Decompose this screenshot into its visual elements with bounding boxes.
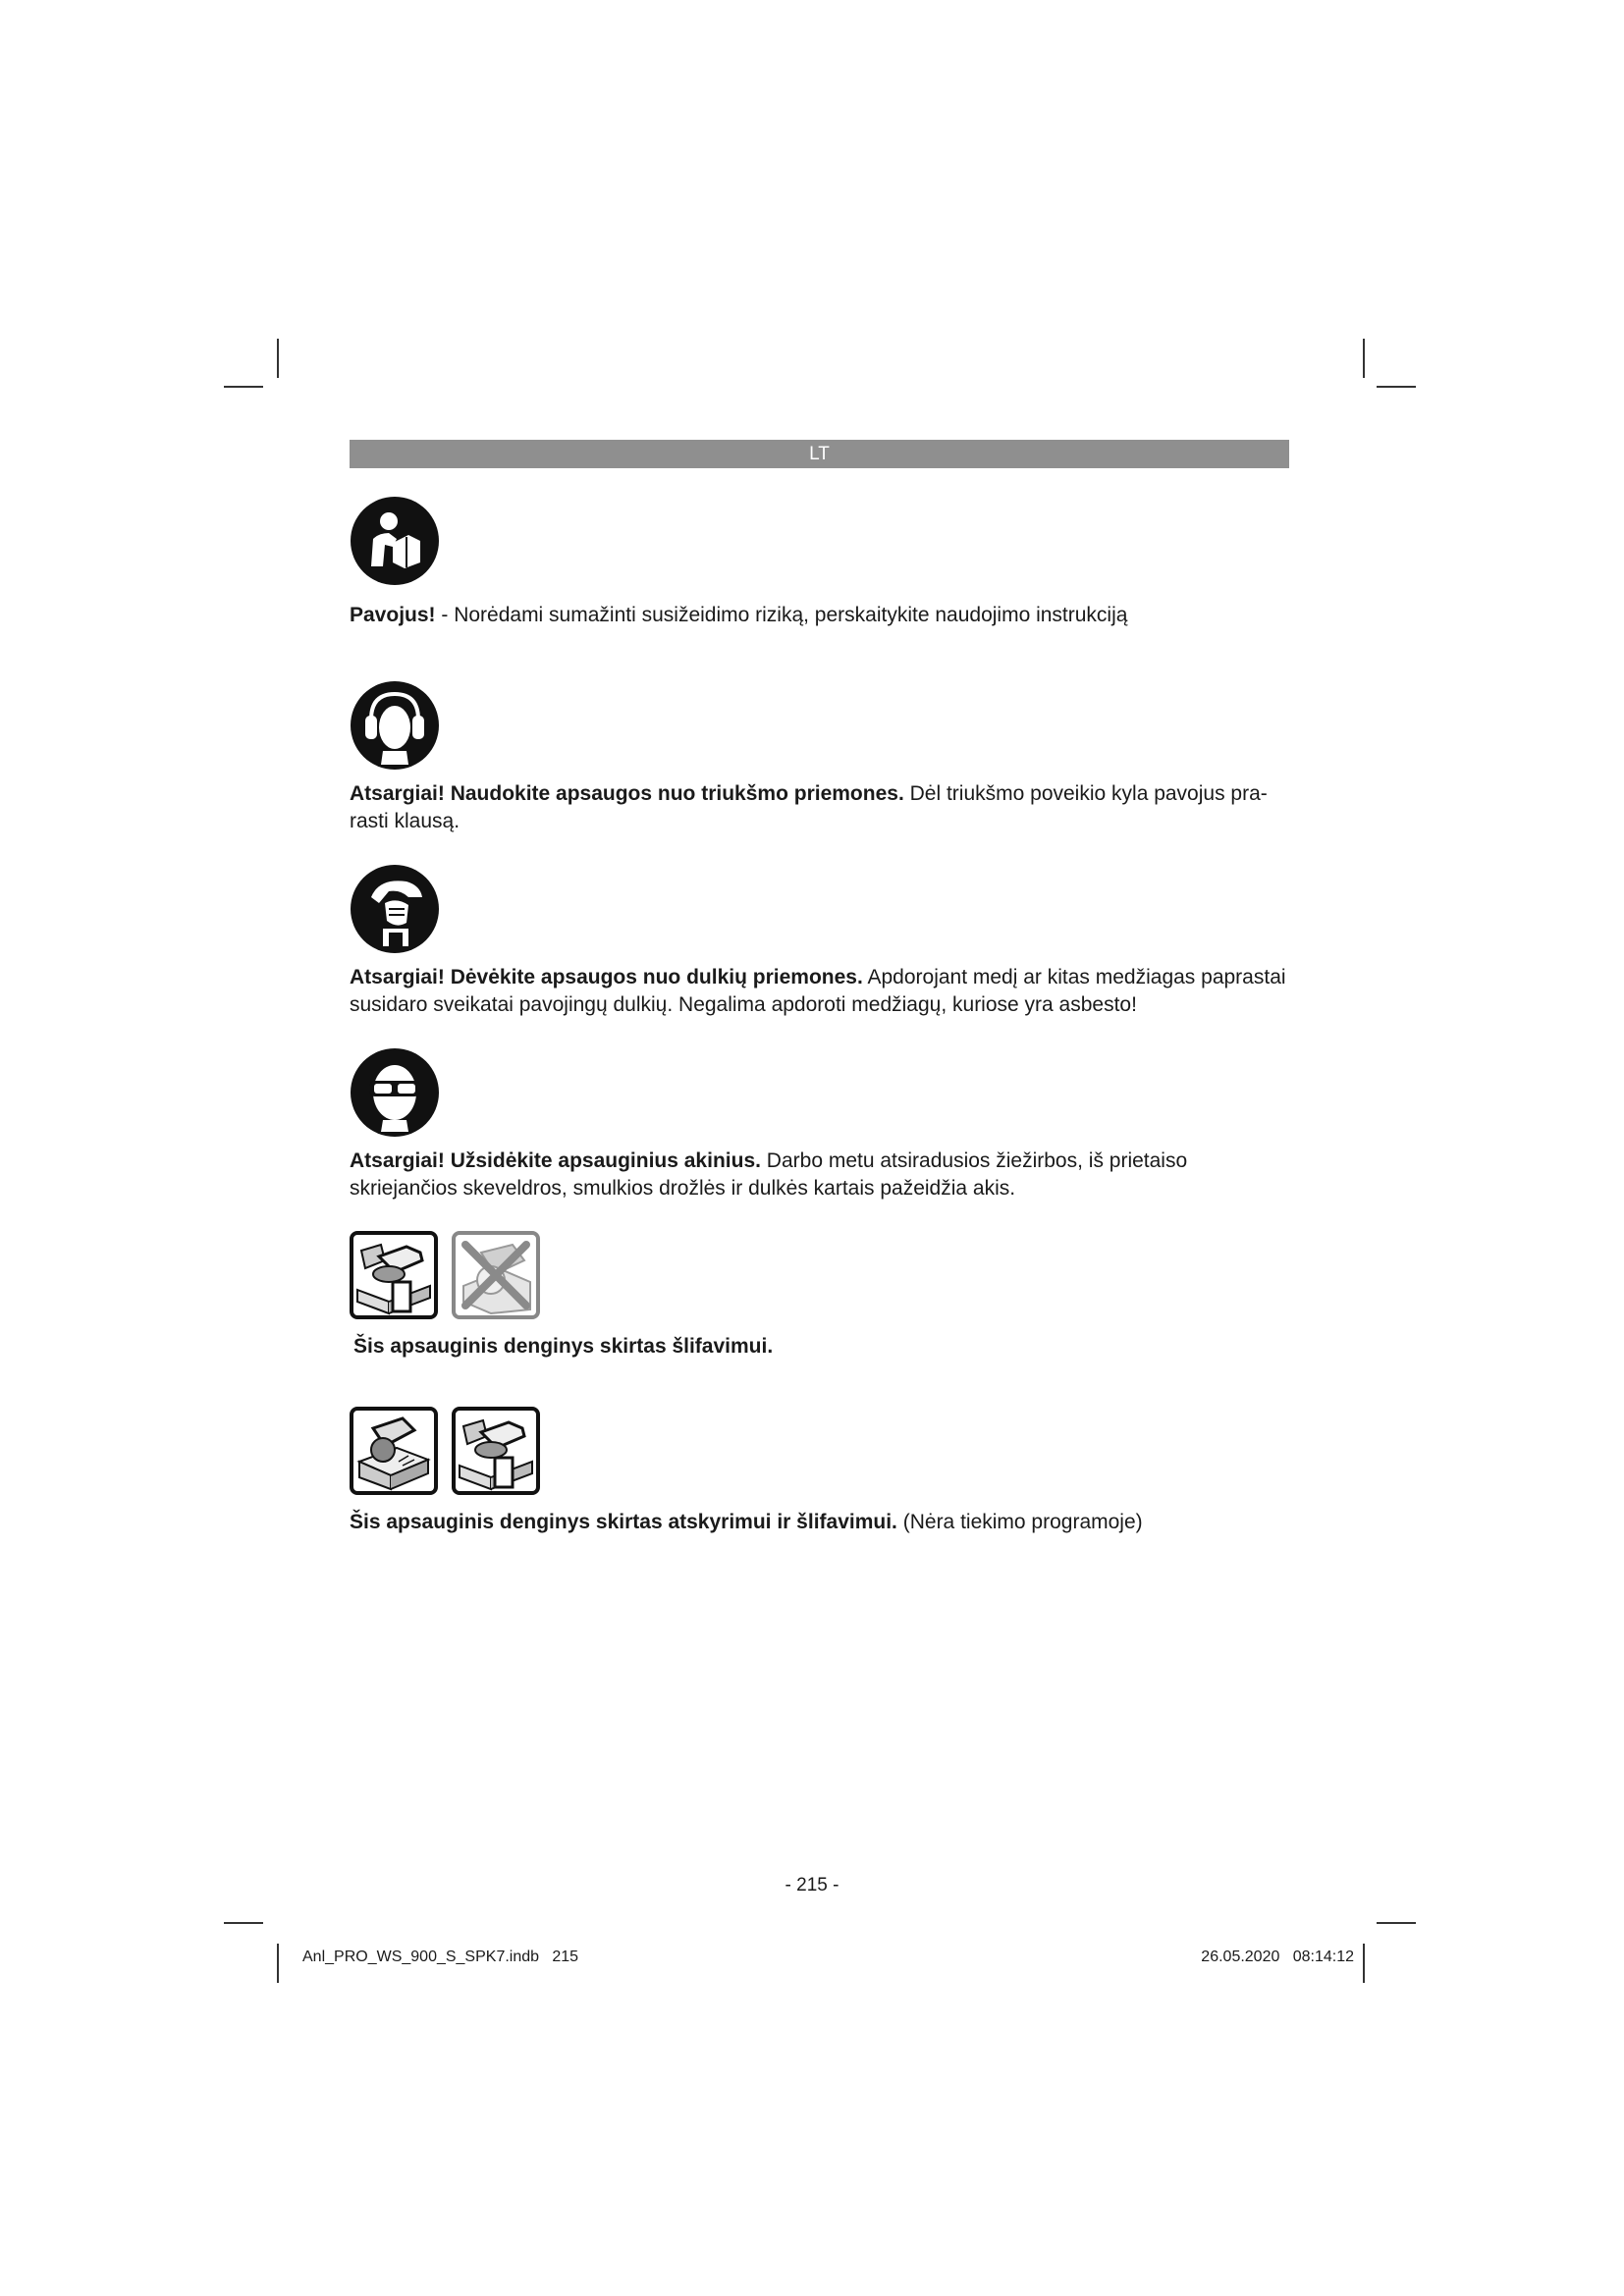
safety-goggles-icon [350,1047,440,1138]
warning-title: Pavojus! [350,604,436,626]
crop-mark [277,1944,279,1983]
dust-mask-icon [350,864,440,954]
crop-mark [277,339,279,378]
crop-mark [1377,1922,1416,1924]
warning-ear-protection [350,680,1292,835]
guard-grinding [350,1231,1292,1361]
grinding-allowed-icon [350,1231,438,1319]
warning-title: Atsargiai! Naudokite apsaugos nuo triukšmo priemones. [350,782,904,805]
cutting-prohibited-icon [452,1231,540,1319]
page-number: - 215 - [785,1875,839,1896]
crop-mark [1377,386,1416,388]
print-datetime: 26.05.2020 08:14:12 [1201,1949,1354,1965]
warning-text: - Norėdami sumažinti susižeidimo riziką, perskaitykite naudojimo instrukciją [435,604,1128,626]
warning-read-manual [350,496,1292,629]
crop-mark [224,1922,263,1924]
ear-protection-icon [350,680,440,771]
crop-mark [1363,1944,1365,1983]
grinding-allowed-icon [452,1407,540,1495]
guard-note: (Nėra tiekimo programoje) [896,1511,1143,1533]
warning-title: Atsargiai! Užsidėkite apsauginius akinius. [350,1149,761,1172]
crop-mark [1363,339,1365,378]
warning-dust-mask [350,864,1292,1019]
guard-description: Šis apsauginis denginys skirtas šlifavimui. [353,1335,774,1358]
language-bar: LT [350,440,1289,468]
warning-text: Apdorojant medį ar kitas medžiagas paprastai susidaro sveikatai pavojingų dulkių. Negalima apdoroti medžiagų, kuriose yra asbesto! [350,966,1286,1016]
guard-cutting-grinding [350,1407,1292,1536]
warning-text: Darbo metu atsiradusios žiežirbos, iš prietaiso skriejančios skeveldros, smulkios drožlės ir dulkės kartais pažeidžia akis. [350,1149,1188,1200]
crop-mark [224,386,263,388]
warning-title: Atsargiai! Dėvėkite apsaugos nuo dulkių priemones. [350,966,863,988]
warning-text: Dėl triukšmo poveikio kyla pavojus pra-rasti klausą. [350,782,1268,832]
guard-description: Šis apsauginis denginys skirtas atskyrimui ir šlifavimui. [350,1511,897,1533]
cutting-allowed-icon [350,1407,438,1495]
read-manual-icon [350,496,440,586]
warning-safety-goggles [350,1047,1292,1202]
print-file-label: Anl_PRO_WS_900_S_SPK7.indb 215 [302,1949,579,1965]
